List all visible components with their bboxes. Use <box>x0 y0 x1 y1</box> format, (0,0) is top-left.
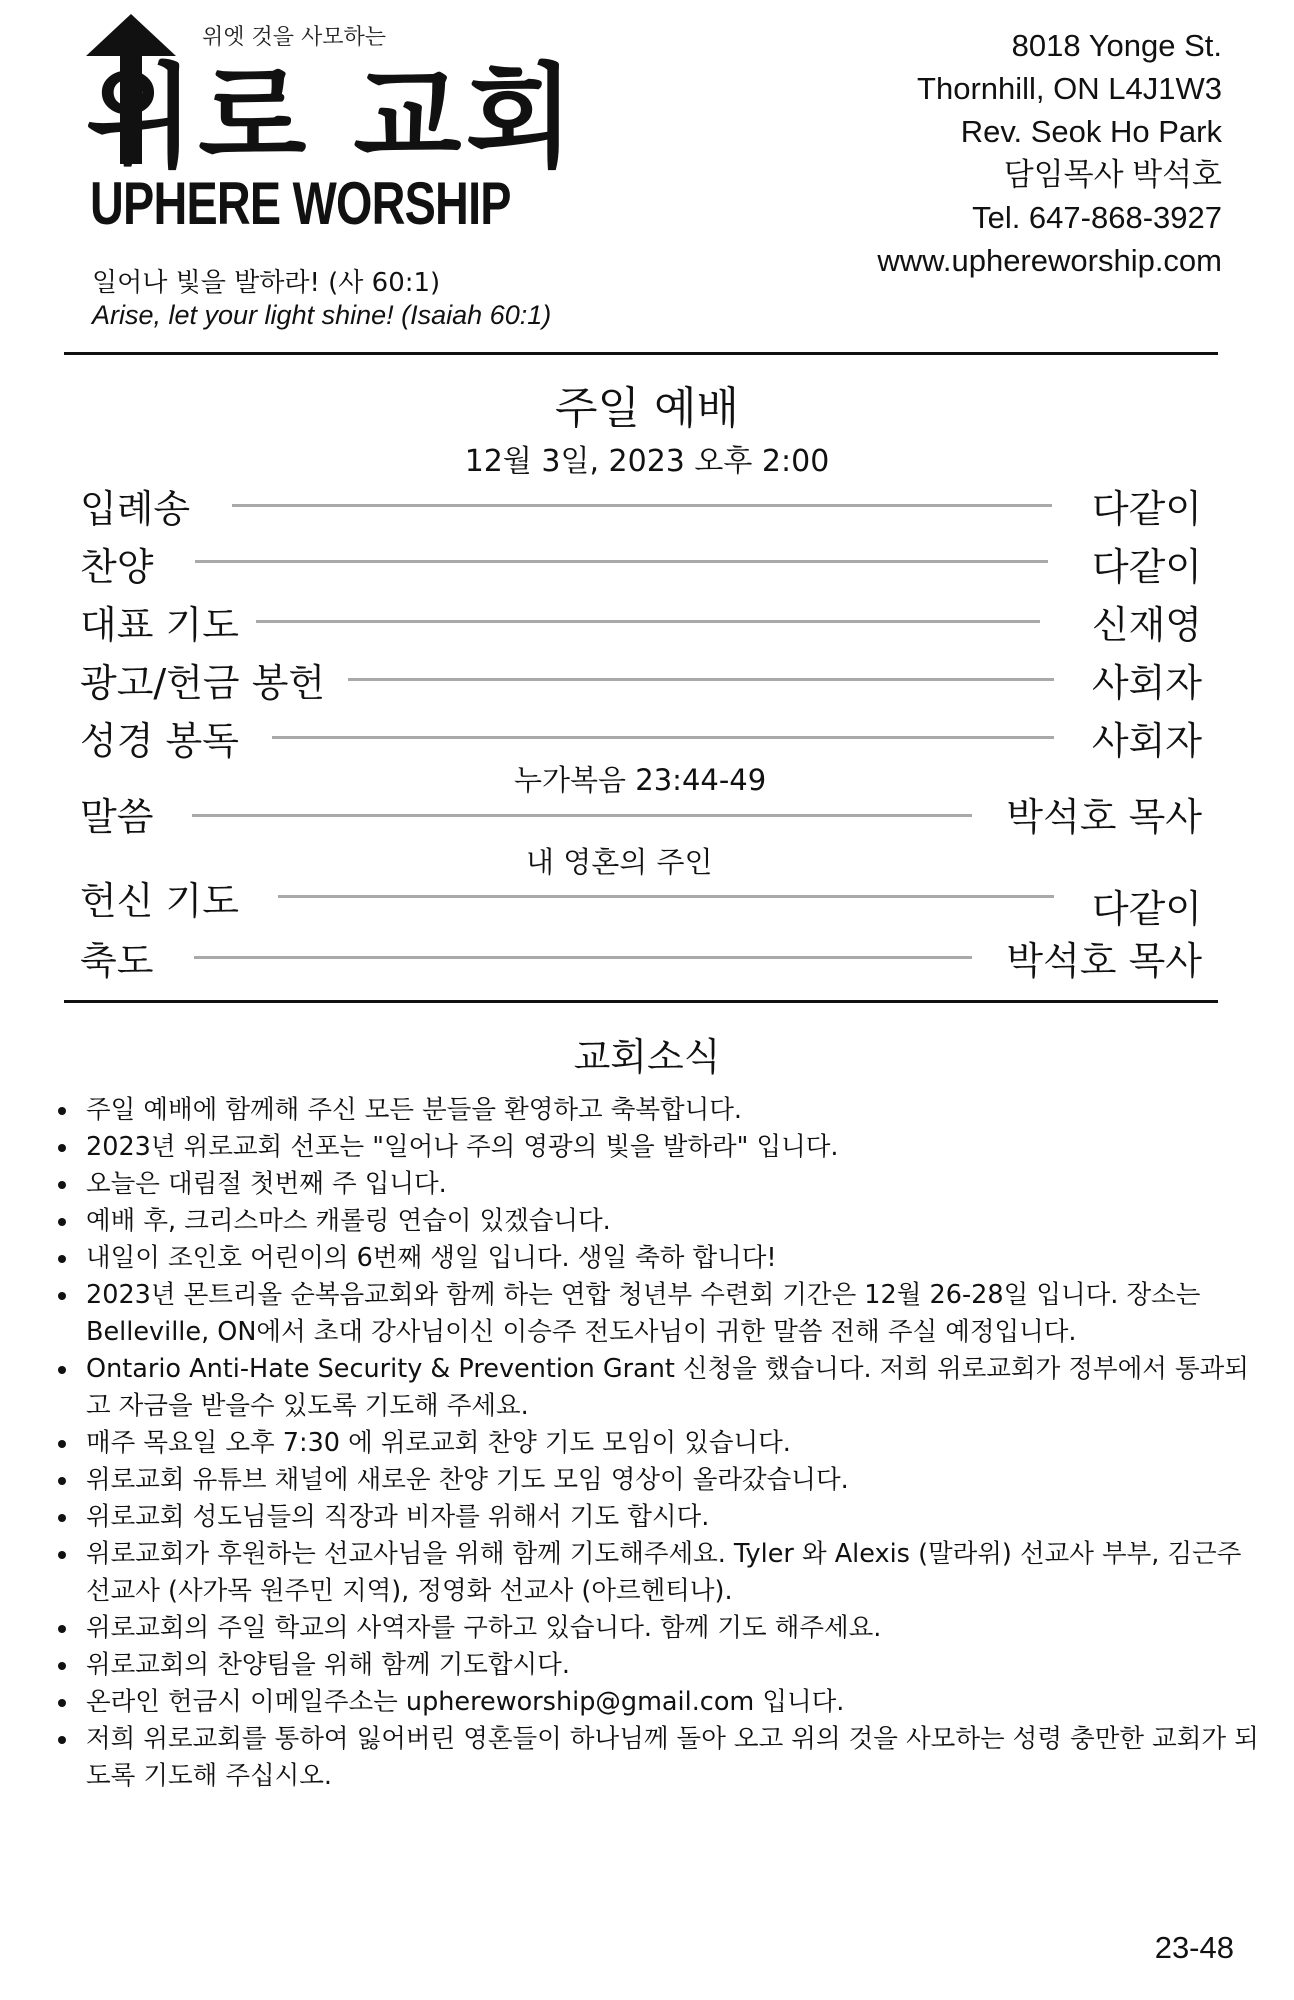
order-item-label: 성경 봉독 <box>80 719 239 763</box>
news-item: • 위로교회의 찬양팀을 위해 함께 기도합시다. <box>80 1647 1270 1684</box>
leader-line <box>195 560 1048 563</box>
pastor-name-en: Rev. Seok Ho Park <box>960 114 1222 149</box>
news-item: • 매주 목요일 오후 7:30 에 위로교회 찬양 기도 모임이 있습니다. <box>80 1425 1270 1462</box>
order-item-label: 찬양 <box>80 545 154 589</box>
news-item: • 2023년 위로교회 선포는 "일어나 주의 영광의 빛을 발하라" 입니다. <box>80 1129 1270 1166</box>
order-item-person: 사회자 <box>1091 661 1202 705</box>
news-item: • 위로교회 성도님들의 직장과 비자를 위해서 기도 합시다. <box>80 1499 1270 1536</box>
logo-tagline: 위엣 것을 사모하는 <box>202 25 387 50</box>
news-item: • 2023년 몬트리올 순복음교회와 함께 하는 연합 청년부 수련회 기간은 12월 26-28일 입니다. 장소는 Belleville, ON에서 초대 강사님이신 이승주 전도사님이 귀한 말씀 전해 주실 예정입니다. <box>80 1277 1270 1351</box>
news-item: • 내일이 조인호 어린이의 6번째 생일 입니다. 생일 축하 합니다! <box>80 1240 1270 1277</box>
news-item: • 위로교회가 후원하는 선교사님을 위해 함께 기도해주세요. Tyler 와 Alexis (말라위) 선교사 부부, 김근주 선교사 (사가목 원주민 지역), 정영화 선교사 (아르헨티나). <box>80 1536 1270 1610</box>
church-name-en: UPHERE WORSHIP <box>90 170 511 237</box>
city-address: Thornhill, ON L4J1W3 <box>917 71 1222 106</box>
leader-line <box>278 895 1054 898</box>
website-link[interactable]: www.uphereworship.com <box>877 243 1222 278</box>
divider-top <box>64 352 1218 355</box>
order-item-label: 대표 기도 <box>80 603 239 647</box>
leader-line <box>348 678 1054 681</box>
leader-line <box>232 504 1052 507</box>
leader-line <box>272 736 1054 739</box>
news-list <box>46 1092 1270 1795</box>
news-item: • 저희 위로교회를 통하여 잃어버린 영혼들이 하나님께 돌아 오고 위의 것을 사모하는 성령 충만한 교회가 되도록 기도해 주십시오. <box>80 1721 1270 1795</box>
order-item-label: 축도 <box>80 939 154 983</box>
news-item: • 위로교회의 주일 학교의 사역자를 구하고 있습니다. 함께 기도 해주세요. <box>80 1610 1270 1647</box>
order-item-label: 말씀 <box>80 795 154 839</box>
order-item-person: 신재영 <box>1091 603 1202 647</box>
order-item-person: 박석호 목사 <box>1006 939 1202 983</box>
news-item: • 오늘은 대림절 첫번째 주 입니다. <box>80 1166 1270 1203</box>
service-datetime: 12월 3일, 2023 오후 2:00 <box>464 444 830 479</box>
news-item: • 주일 예배에 함께해 주신 모든 분들을 환영하고 축복합니다. <box>80 1092 1270 1129</box>
page-number: 23-48 <box>1154 1930 1234 1965</box>
pastor-name-ko: 담임목사 박석호 <box>1003 157 1222 192</box>
leader-line <box>192 814 972 817</box>
leader-line <box>194 956 972 959</box>
service-title: 주일 예배 <box>554 383 739 434</box>
news-item: • Ontario Anti-Hate Security & Prevention Grant 신청을 했습니다. 저희 위로교회가 정부에서 통과되고 자금을 받을수 있도록 기도해 주세요. <box>80 1351 1270 1425</box>
leader-line <box>256 620 1040 623</box>
divider-middle <box>64 1000 1218 1003</box>
order-item-person: 사회자 <box>1091 719 1202 763</box>
order-item-person: 다같이 <box>1091 487 1202 531</box>
order-item-person: 다같이 <box>1091 545 1202 589</box>
scripture-reference: 누가복음 23:44-49 <box>514 763 767 797</box>
hymn-title: 내 영혼의 주인 <box>526 845 713 879</box>
order-item-person: 다같이 <box>1091 887 1202 931</box>
order-item-person: 박석호 목사 <box>1006 795 1202 839</box>
news-item: • 위로교회 유튜브 채널에 새로운 찬양 기도 모임 영상이 올라갔습니다. <box>80 1462 1270 1499</box>
order-item-label: 헌신 기도 <box>80 879 239 923</box>
contact-block <box>877 24 1222 282</box>
news-item: • 예배 후, 크리스마스 캐롤링 연습이 있겠습니다. <box>80 1203 1270 1240</box>
church-name-ko: 위로 교회 <box>86 53 578 183</box>
street-address: 8018 Yonge St. <box>1011 28 1222 63</box>
verse-ko: 일어나 빛을 발하라! (사 60:1) <box>92 268 441 298</box>
order-item-label: 광고/헌금 봉헌 <box>80 661 326 705</box>
verse-en: Arise, let your light shine! (Isaiah 60:1) <box>92 300 552 330</box>
phone-number: Tel. 647-868-3927 <box>972 200 1222 235</box>
order-item-label: 입례송 <box>80 487 191 531</box>
news-title: 교회소식 <box>573 1035 721 1079</box>
news-item: • 온라인 헌금시 이메일주소는 uphereworship@gmail.com 입니다. <box>80 1684 1270 1721</box>
